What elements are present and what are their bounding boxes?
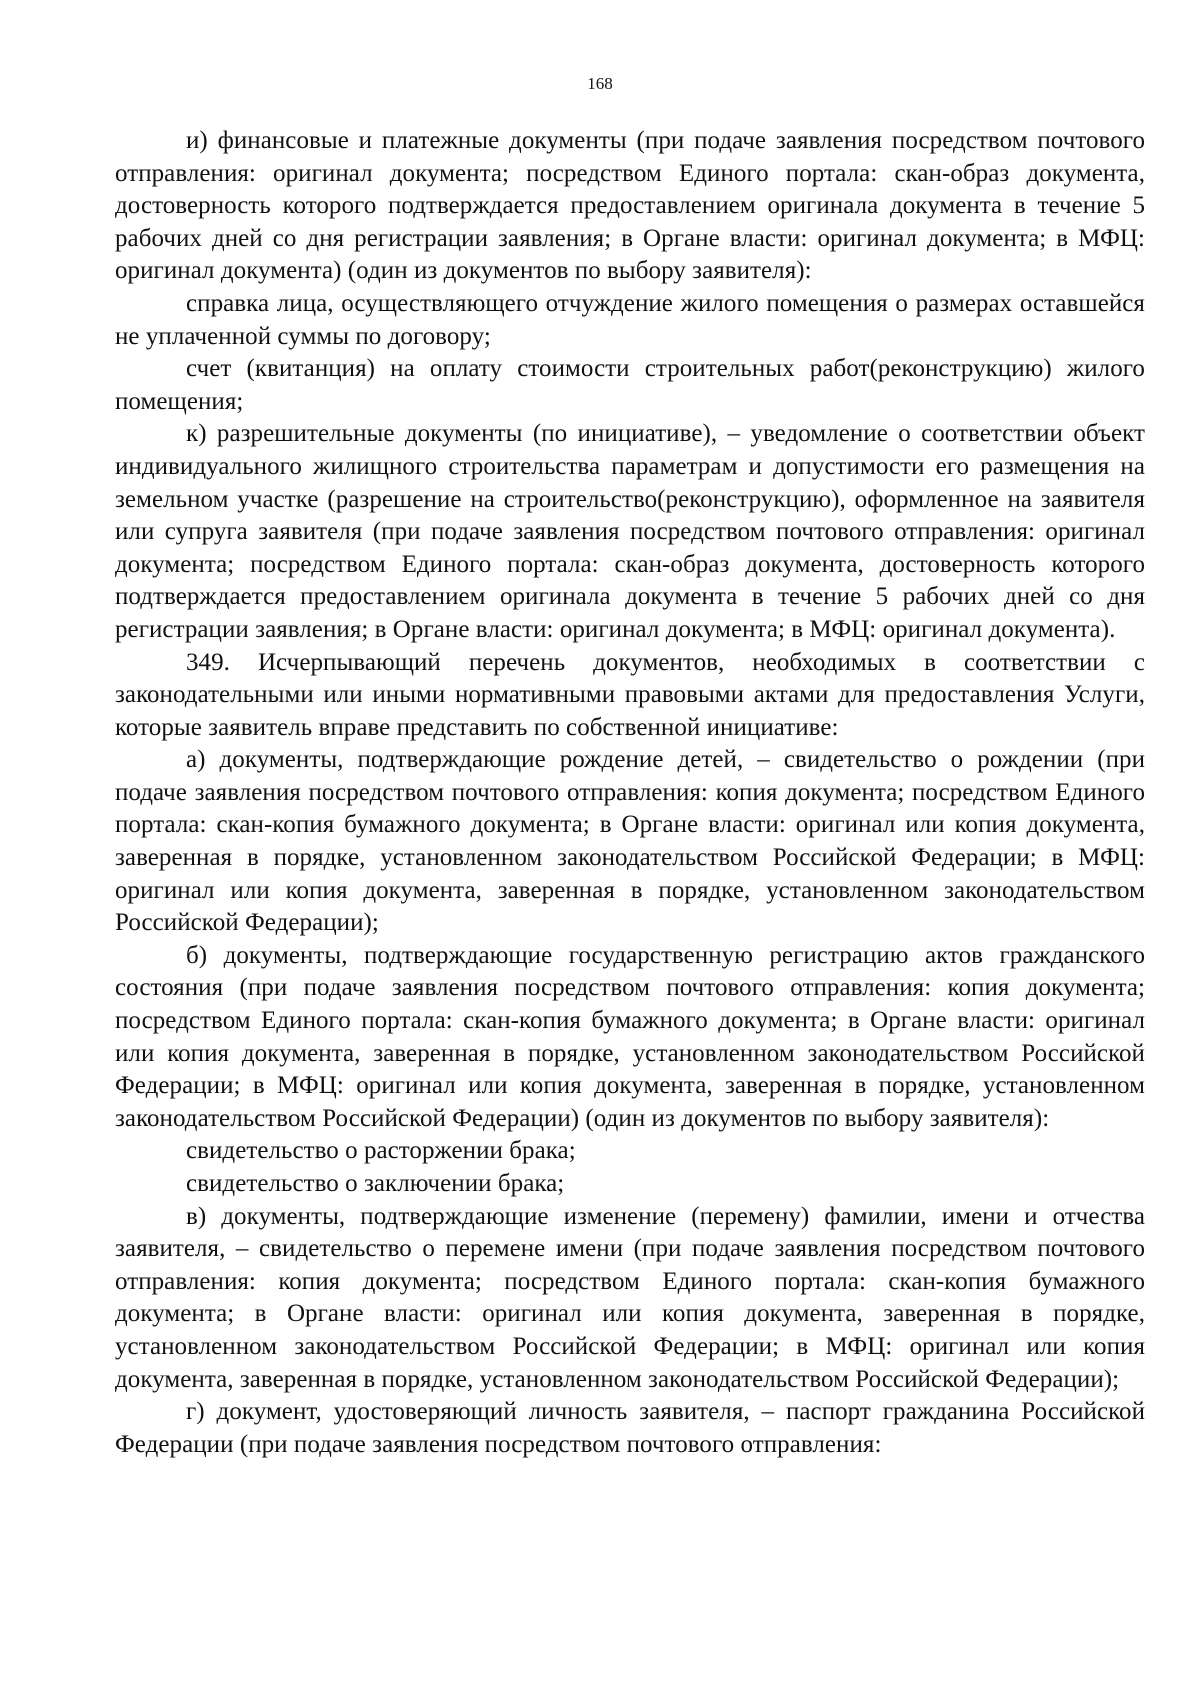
paragraph-item-b: б) документы, подтверждающие государственную регистрацию актов гражданского состояния (при подаче заявления посредством почтового отправления: копия документа; посредством Единого портала: скан-копия бумажного документа; в Органе власти: оригинал или копия документа, заверенная в порядке, установленном законодательством Российской Федерации; в МФЦ: оригинал или копия документа, заверенная в порядке, установленном законодательством Российской Федерации) (один из документов по выбору заявителя):	[115, 941, 1145, 1132]
document-body	[115, 125, 1145, 1461]
paragraph-list-entry: счет (квитанция) на оплату стоимости строительных работ(реконструкцию) жилого помещения;	[115, 355, 1145, 415]
paragraph-clause-349: 349. Исчерпывающий перечень документов, необходимых в соответствии с законодательными или иными нормативными правовыми актами для предоставления Услуги, которые заявитель вправе представить по собственной инициативе:	[115, 648, 1145, 741]
paragraph-list-entry: свидетельство о расторжении брака;	[186, 1137, 576, 1165]
paragraph-item-a: а) документы, подтверждающие рождение детей, – свидетельство о рождении (при подаче заявления посредством почтового отправления: копия документа; посредством Единого портала: скан-копия бумажного документа; в Органе власти: оригинал или копия документа, заверенная в порядке, установленном законодательством Российской Федерации; в МФЦ: оригинал или копия документа, заверенная в порядке, установленном законодательством Российской Федерации);	[115, 746, 1145, 937]
paragraph-item-k: к) разрешительные документы (по инициативе), – уведомление о соответствии объект индивидуального жилищного строительства параметрам и допустимости его размещения на земельном участке (разрешение на строительство(реконструкцию), оформленное на заявителя или супруга заявителя (при подаче заявления посредством почтового отправления: оригинал документа; посредством Единого портала: скан-образ документа, достоверность которого подтверждается предоставлением оригинала документа в течение 5 рабочих дней со дня регистрации заявления; в Органе власти: оригинал документа; в МФЦ: оригинал документа).	[115, 420, 1145, 643]
paragraph-item-i: и) финансовые и платежные документы (при подаче заявления посредством почтового отправления: оригинал документа; посредством Единого портала: скан-образ документа, достоверность которого подтверждается предоставлением оригинала документа в течение 5 рабочих дней со дня регистрации заявления; в Органе власти: оригинал документа; в МФЦ: оригинал документа) (один из документов по выбору заявителя):	[115, 127, 1145, 285]
paragraph-item-g: г) документ, удостоверяющий личность заявителя, – паспорт гражданина Российской Федерации (при подаче заявления посредством почтового отправления:	[115, 1398, 1145, 1458]
paragraph-item-v: в) документы, подтверждающие изменение (перемену) фамилии, имени и отчества заявителя, – свидетельство о перемене имени (при подаче заявления посредством почтового отправления: копия документа; посредством Единого портала: скан-копия бумажного документа; в Органе власти: оригинал или копия документа, заверенная в порядке, установленном законодательством Российской Федерации; в МФЦ: оригинал или копия документа, заверенная в порядке, установленном законодательством Российской Федерации);	[115, 1202, 1145, 1393]
paragraph-list-entry: справка лица, осуществляющего отчуждение жилого помещения о размерах оставшейся не уплаченной суммы по договору;	[115, 289, 1145, 350]
page-number: 168	[587, 74, 613, 93]
paragraph-list-entry: свидетельство о заключении брака;	[186, 1170, 565, 1197]
